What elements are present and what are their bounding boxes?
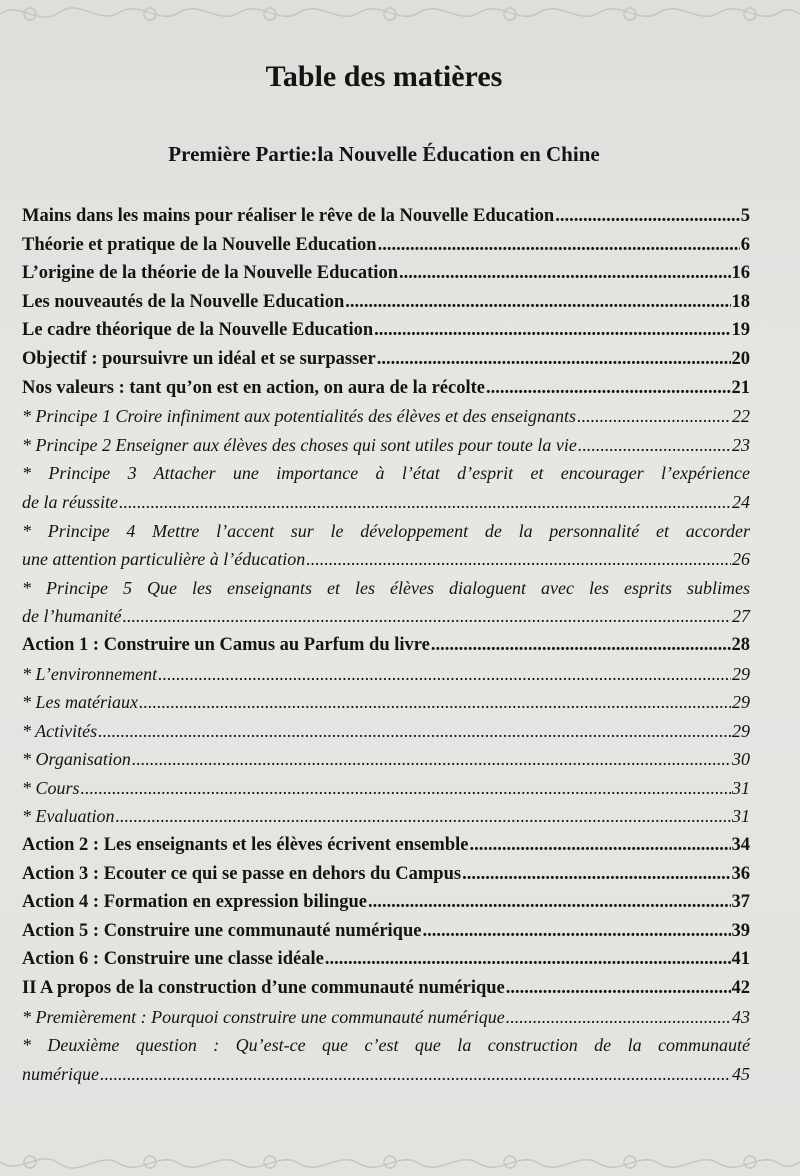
toc-entry-title: * Activités xyxy=(22,720,98,741)
toc-entry-title: Nos valeurs : tant qu’on est en action, on aura de la récolte xyxy=(22,377,485,398)
part-heading: Première Partie:la Nouvelle Éducation en Chine xyxy=(168,142,600,166)
toc-entry-page: 20 xyxy=(731,348,750,369)
toc-entry-page: 45 xyxy=(732,1063,750,1084)
toc-entry-title: * Principe 1 Croire infiniment aux potentialités des élèves et des enseignants xyxy=(22,406,577,427)
toc-entry-page: 43 xyxy=(732,1006,750,1027)
toc-entry-page: 18 xyxy=(731,291,750,312)
toc-entry[interactable] xyxy=(22,860,750,889)
toc-entry-page: 36 xyxy=(731,863,750,884)
toc-subentry[interactable] xyxy=(22,574,750,631)
toc-entry-title: Action 6 : Construire une classe idéale xyxy=(22,949,324,970)
toc-entry-page: 30 xyxy=(732,749,750,770)
toc-entry-page: 5 xyxy=(740,206,750,226)
toc-entry[interactable] xyxy=(22,316,750,345)
toc-entry-page: 29 xyxy=(732,692,750,713)
toc-entry-page: 21 xyxy=(731,377,750,398)
toc-entry-page: 41 xyxy=(731,949,750,970)
toc-entry[interactable] xyxy=(22,374,750,403)
toc-entry-title: Les nouveautés de la Nouvelle Education xyxy=(22,291,345,312)
toc-entry-page: 16 xyxy=(731,263,750,284)
toc-subentry[interactable] xyxy=(22,517,750,574)
toc-entry-page: 31 xyxy=(732,777,750,798)
toc-entry[interactable] xyxy=(22,945,750,974)
decorative-border-top xyxy=(0,0,800,34)
toc-entry[interactable] xyxy=(22,259,750,288)
toc-entry-page: 28 xyxy=(731,634,750,655)
toc-subentry[interactable] xyxy=(22,1031,750,1088)
toc-subentry[interactable] xyxy=(22,774,750,803)
toc-subentry[interactable] xyxy=(22,402,750,431)
toc-entry-title: Le cadre théorique de la Nouvelle Education xyxy=(22,320,374,341)
table-of-contents xyxy=(22,202,750,1088)
toc-entry-title-line1: * Principe 3 Attacher une importance à l’état d’esprit et encourager l’expérience xyxy=(22,463,750,484)
toc-entry-page: 31 xyxy=(732,806,750,827)
decorative-border-bottom xyxy=(0,1142,800,1176)
toc-entry-title: Action 4 : Formation en expression bilingue xyxy=(22,892,367,913)
toc-entry-page: 6 xyxy=(740,234,750,255)
toc-entry-title: de la réussite xyxy=(22,491,118,512)
toc-entry-page: 24 xyxy=(732,491,750,512)
toc-entry[interactable] xyxy=(22,345,750,374)
toc-entry-page: 37 xyxy=(731,892,750,913)
toc-subentry[interactable] xyxy=(22,660,750,689)
toc-subentry[interactable] xyxy=(22,1003,750,1032)
toc-entry[interactable] xyxy=(22,831,750,860)
toc-entry-title: Objectif : poursuivre un idéal et se surpasser xyxy=(22,348,376,369)
toc-subentry[interactable] xyxy=(22,802,750,831)
toc-entry-title: * Evaluation xyxy=(22,806,115,827)
toc-entry-page: 23 xyxy=(732,434,750,455)
toc-entry-title: * Premièrement : Pourquoi construire une communauté numérique xyxy=(22,1006,505,1027)
toc-entry-title: * L’environnement xyxy=(22,663,158,684)
toc-entry-title: Action 1 : Construire un Camus au Parfum du livre xyxy=(22,634,430,655)
toc-subentry[interactable] xyxy=(22,688,750,717)
toc-entry[interactable] xyxy=(22,917,750,946)
toc-subentry[interactable] xyxy=(22,745,750,774)
toc-entry-title: * Cours xyxy=(22,777,80,798)
toc-entry-title: Action 3 : Ecouter ce qui se passe en dehors du Campus xyxy=(22,863,462,884)
toc-entry-title-line1: * Principe 4 Mettre l’accent sur le développement de la personnalité et accorder xyxy=(22,520,750,541)
toc-entry-title: Mains dans les mains pour réaliser le rêve de la Nouvelle Education xyxy=(22,206,555,226)
toc-entry-page: 29 xyxy=(732,663,750,684)
page-title: Table des matières xyxy=(265,60,503,93)
toc-subentry[interactable] xyxy=(22,431,750,460)
toc-entry-title: II A propos de la construction d’une communauté numérique xyxy=(22,978,505,999)
toc-entry-title: * Principe 2 Enseigner aux élèves des choses qui sont utiles pour toute la vie xyxy=(22,434,577,455)
toc-subentry[interactable] xyxy=(22,717,750,746)
toc-entry[interactable] xyxy=(22,888,750,917)
toc-entry-page: 27 xyxy=(732,606,750,627)
toc-entry-page: 39 xyxy=(731,920,750,941)
toc-entry-title: * Organisation xyxy=(22,749,131,770)
toc-entry-page: 34 xyxy=(731,835,750,856)
toc-entry-title-line1: * Deuxième question : Qu’est-ce que c’est que la construction de la communauté xyxy=(22,1035,750,1056)
toc-entry-title: * Les matériaux xyxy=(22,692,138,713)
toc-entry[interactable] xyxy=(22,202,750,231)
toc-entry-title: de l’humanité xyxy=(22,606,122,627)
toc-entry-page: 22 xyxy=(732,406,750,427)
toc-entry-page: 42 xyxy=(731,978,750,999)
toc-entry[interactable] xyxy=(22,631,750,660)
toc-entry[interactable] xyxy=(22,231,750,260)
toc-entry-title: Action 2 : Les enseignants et les élèves écrivent ensemble xyxy=(22,835,469,856)
toc-entry-page: 19 xyxy=(731,320,750,341)
toc-entry-title: numérique xyxy=(22,1063,99,1084)
toc-entry[interactable] xyxy=(22,974,750,1003)
toc-entry[interactable] xyxy=(22,288,750,317)
toc-entry-page: 26 xyxy=(732,549,750,570)
toc-entry-title: Action 5 : Construire une communauté numérique xyxy=(22,920,422,941)
toc-entry-page: 29 xyxy=(732,720,750,741)
toc-entry-title: Théorie et pratique de la Nouvelle Education xyxy=(22,234,377,255)
toc-entry-title-line1: * Principe 5 Que les enseignants et les élèves dialoguent avec les esprits sublimes xyxy=(22,577,750,598)
toc-subentry[interactable] xyxy=(22,459,750,516)
toc-entry-title: une attention particulière à l’éducation xyxy=(22,549,306,570)
toc-entry-title: L’origine de la théorie de la Nouvelle Education xyxy=(22,263,398,284)
